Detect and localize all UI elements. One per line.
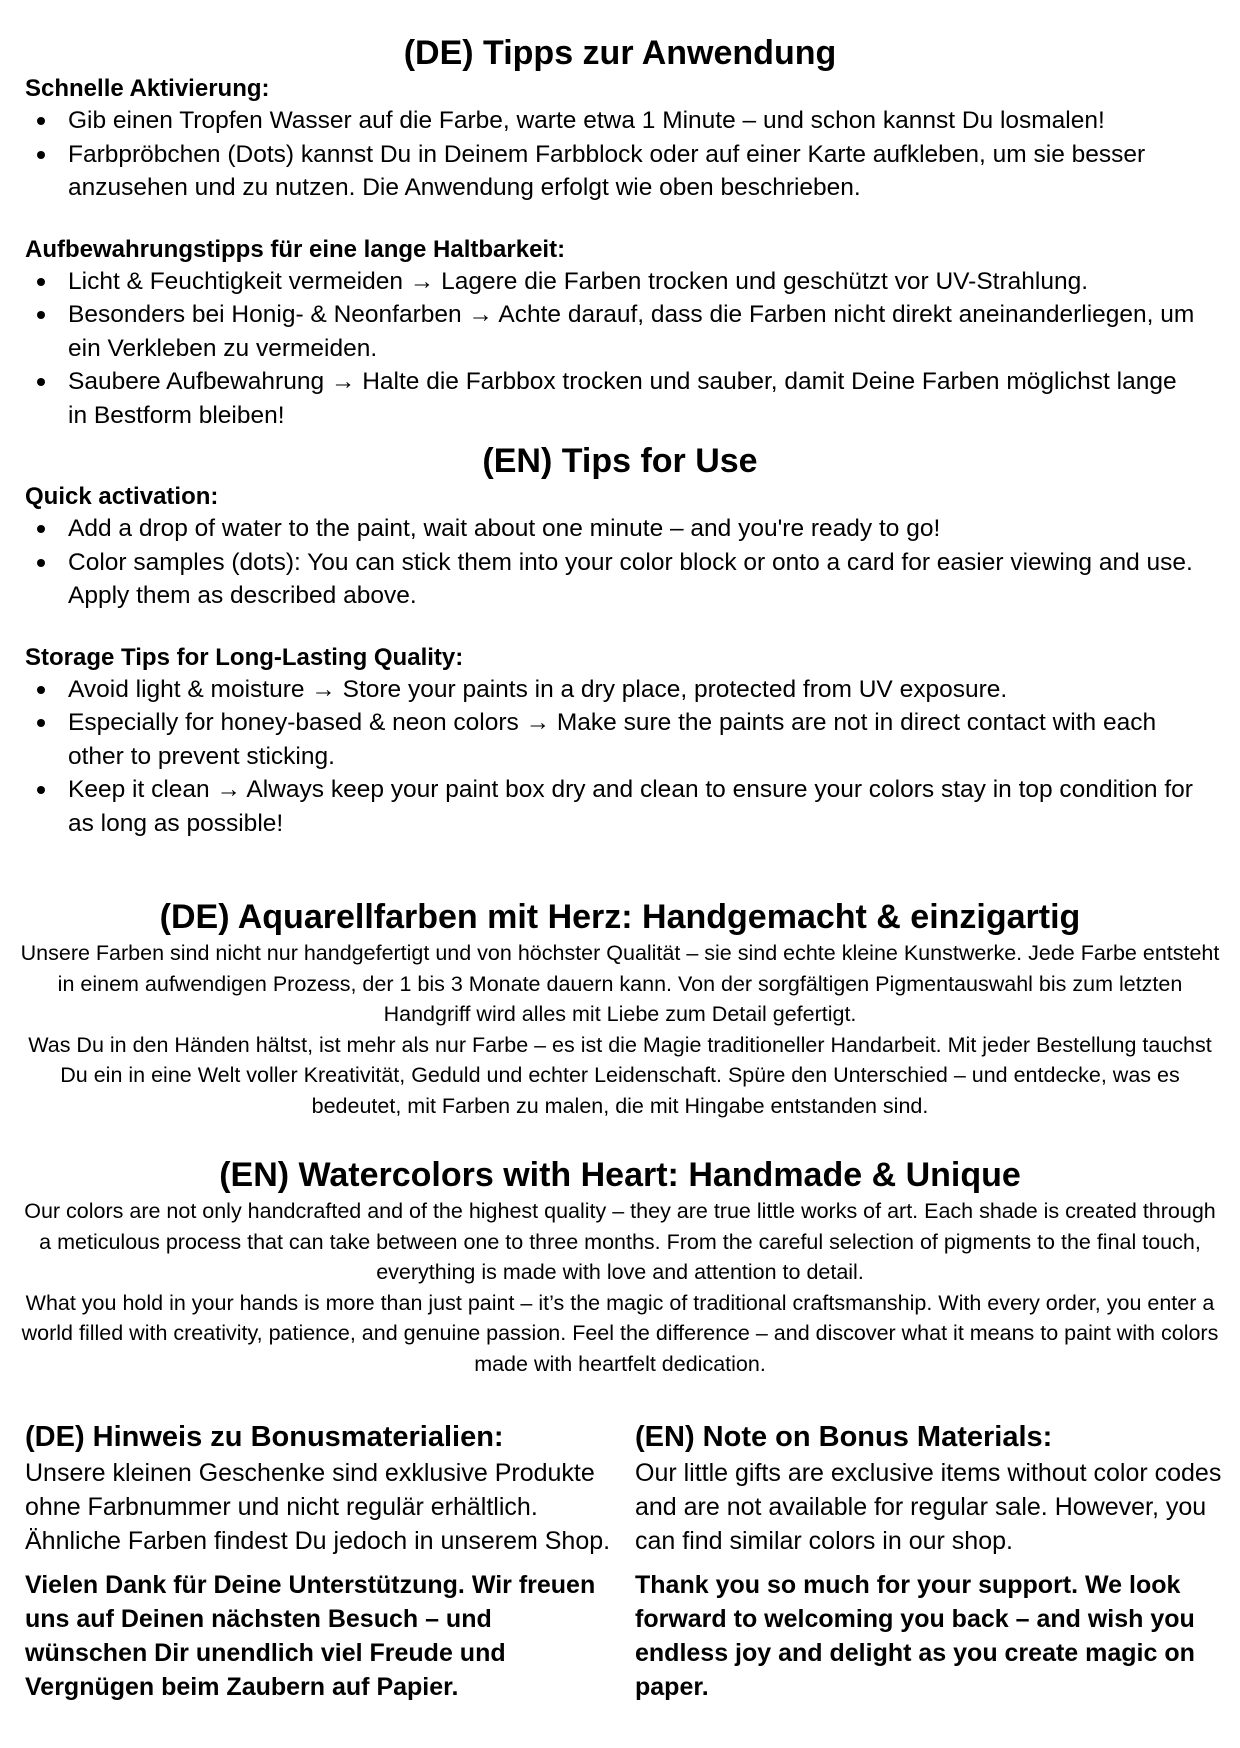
de-activation-list: [0, 104, 1240, 205]
de-bonus-body: Unsere kleinen Geschenke sind exklusive Produkte ohne Farbnummer und nicht regulär erhältlich. Ähnliche Farben findest Du jedoch in unserem Shop.: [25, 1459, 611, 1555]
list-item: Saubere Aufbewahrung → Halte die Farbbox trocken und sauber, damit Deine Farben möglichst lange in Bestform bleiben!: [68, 365, 1200, 432]
de-bonus-column: [25, 1418, 615, 1704]
en-bonus-body: Our little gifts are exclusive items without color codes and are not available for regular sale. However, you can find similar colors in our shop.: [635, 1459, 1222, 1555]
en-activation-label: Quick activation:: [25, 483, 219, 510]
list-item: Color samples (dots): You can stick them into your color block or onto a card for easier viewing and use. Apply them as described above.: [68, 546, 1200, 613]
en-tips-title: (EN) Tips for Use: [482, 442, 758, 480]
en-heart-para1: Our colors are not only handcrafted and of the highest quality – they are true little works of art. Each shade is created through a meticulous process that can take between one to three months. From the careful selection of pigments to the final touch, everything is made with love and attention to detail.: [24, 1199, 1216, 1284]
list-item: Farbpröbchen (Dots) kannst Du in Deinem Farbblock oder auf einer Karte aufkleben, um sie besser anzusehen und zu nutzen. Die Anwendung erfolgt wie oben beschrieben.: [68, 138, 1200, 205]
en-storage-label: Storage Tips for Long-Lasting Quality:: [25, 643, 464, 671]
list-item: Add a drop of water to the paint, wait about one minute – and you're ready to go!: [68, 512, 1200, 546]
en-heart-para2: What you hold in your hands is more than just paint – it’s the magic of traditional craftsmanship. With every order, you enter a world filled with creativity, patience, and genuine passion. Feel the difference – and discover what it means to paint with colors made with heartfelt dedication.: [21, 1290, 1219, 1376]
de-heart-section: [0, 896, 1240, 1121]
en-heart-section: [0, 1154, 1240, 1379]
de-bonus-thanks: Vielen Dank für Deine Unterstützung. Wir freuen uns auf Deinen nächsten Besuch – und wünschen Dir unendlich viel Freude und Vergnügen beim Zaubern auf Papier.: [25, 1571, 596, 1701]
en-activation-list: [0, 512, 1240, 613]
en-tips-section: [0, 440, 1240, 840]
de-activation-label: Schnelle Aktivierung:: [25, 75, 270, 102]
de-heart-para2: Was Du in den Händen hältst, ist mehr als nur Farbe – es ist die Magie traditioneller Handarbeit. Mit jeder Bestellung tauchst Du ein in eine Welt voller Kreativität, Geduld und echter Leidenschaft. Spüre den Unterschied – und entdecke, was es bedeutet, mit Farben zu malen, die mit Hingabe entstanden sind.: [28, 1032, 1212, 1118]
list-item: Besonders bei Honig- & Neonfarben → Achte darauf, dass die Farben nicht direkt aneinanderliegen, um ein Verkleben zu vermeiden.: [68, 298, 1200, 365]
de-heart-title: (DE) Aquarellfarben mit Herz: Handgemacht & einzigartig: [159, 898, 1081, 936]
de-tips-section: [0, 32, 1240, 432]
de-bonus-title: (DE) Hinweis zu Bonusmaterialien:: [25, 1421, 504, 1453]
list-item: Licht & Feuchtigkeit vermeiden → Lagere die Farben trocken und geschützt vor UV-Strahlung.: [68, 265, 1200, 299]
de-storage-label: Aufbewahrungstipps für eine lange Haltbarkeit:: [25, 235, 566, 263]
list-item: Avoid light & moisture → Store your paints in a dry place, protected from UV exposure.: [68, 673, 1200, 707]
list-item: Especially for honey-based & neon colors → Make sure the paints are not in direct contact with each other to prevent sticking.: [68, 706, 1200, 773]
en-bonus-thanks: Thank you so much for your support. We look forward to welcoming you back – and wish you endless joy and delight as you create magic on paper.: [635, 1571, 1195, 1701]
de-heart-para1: Unsere Farben sind nicht nur handgefertigt und von höchster Qualität – sie sind echte kleine Kunstwerke. Jede Farbe entsteht in einem aufwendigen Prozess, der 1 bis 3 Monate dauern kann. Von der sorgfältigen Pigmentauswahl bis zum letzten Handgriff wird alles mit Liebe zum Detail gefertigt.: [20, 941, 1220, 1026]
en-storage-list: [0, 673, 1240, 841]
de-storage-list: [0, 265, 1240, 433]
en-bonus-column: [635, 1418, 1225, 1704]
list-item: Keep it clean → Always keep your paint box dry and clean to ensure your colors stay in top condition for as long as possible!: [68, 773, 1200, 840]
de-tips-title: (DE) Tipps zur Anwendung: [403, 34, 837, 72]
en-bonus-title: (EN) Note on Bonus Materials:: [635, 1421, 1053, 1453]
list-item: Gib einen Tropfen Wasser auf die Farbe, warte etwa 1 Minute – und schon kannst Du losmalen!: [68, 104, 1200, 138]
bonus-columns: [25, 1418, 1220, 1748]
en-heart-title: (EN) Watercolors with Heart: Handmade & Unique: [219, 1156, 1021, 1194]
